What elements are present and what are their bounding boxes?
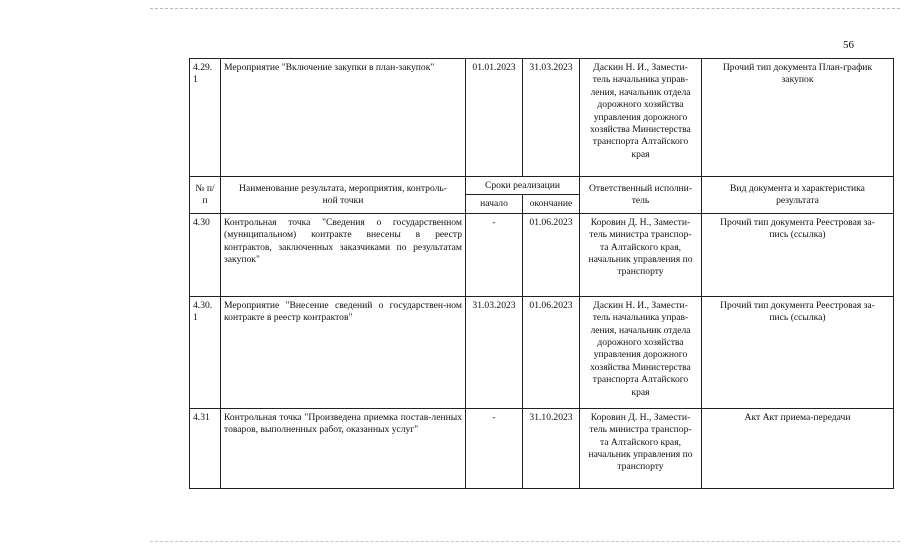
- header-responsible: Ответственный исполни- тель: [580, 177, 702, 214]
- row-start-date: -: [466, 408, 523, 488]
- header-end: окончание: [523, 195, 580, 213]
- row-number: 4.31: [190, 408, 221, 488]
- header-start: начало: [466, 195, 523, 213]
- table-row: [190, 296, 894, 408]
- implementation-plan-table: [189, 58, 894, 489]
- row-name: Контрольная точка "Сведения о государственном (муниципальном) контракте внесены в реестр контрактов, заключенных заказчиками по результатам закупок": [221, 213, 466, 296]
- row-number: 4.29. 1: [190, 59, 221, 177]
- table-row: [190, 213, 894, 296]
- row-document-type: Прочий тип документа Реестровая за- пись (ссылка): [702, 213, 894, 296]
- scan-edge-bottom: [150, 541, 900, 543]
- row-document-type: Прочий тип документа План-график закупок: [702, 59, 894, 177]
- row-responsible: Даскин Н. И., Замести- тель начальника управ- ления, начальник отдела дорожного хозяйства управления дорожного хозяйства Министерства транспорта Алтайского края: [580, 296, 702, 408]
- row-document-type: Акт Акт приема-передачи: [702, 408, 894, 488]
- row-name: Контрольная точка "Произведена приемка постав-ленных товаров, выполненных работ, оказанных услуг": [221, 408, 466, 488]
- header-document-type: Вид документа и характеристика результата: [702, 177, 894, 214]
- row-responsible: Даскин Н. И., Замести- тель начальника управ- ления, начальник отдела дорожного хозяйства управления дорожного хозяйства Министерства транспорта Алтайского края: [580, 59, 702, 177]
- row-end-date: 31.03.2023: [523, 59, 580, 177]
- row-start-date: -: [466, 213, 523, 296]
- row-start-date: 01.01.2023: [466, 59, 523, 177]
- row-responsible: Коровин Д. Н., Замести- тель министра транспор- та Алтайского края, начальник управления по транспорту: [580, 213, 702, 296]
- row-number: 4.30. 1: [190, 296, 221, 408]
- row-end-date: 01.06.2023: [523, 296, 580, 408]
- header-terms: Сроки реализации: [466, 177, 580, 195]
- row-number: 4.30: [190, 213, 221, 296]
- page-number: 56: [843, 39, 854, 51]
- table-row: [190, 408, 894, 488]
- table-row: [190, 59, 894, 177]
- row-end-date: 01.06.2023: [523, 213, 580, 296]
- row-responsible: Коровин Д. Н., Замести- тель министра транспор- та Алтайского края, начальник управления по транспорту: [580, 408, 702, 488]
- header-name: Наименование результата, мероприятия, контроль- ной точки: [221, 177, 466, 214]
- row-end-date: 31.10.2023: [523, 408, 580, 488]
- table-header-row: [190, 177, 894, 195]
- scan-edge-top: [150, 8, 900, 10]
- row-start-date: 31.03.2023: [466, 296, 523, 408]
- row-name: Мероприятие "Включение закупки в план-закупок": [221, 59, 466, 177]
- row-name: Мероприятие "Внесение сведений о государствен-ном контракте в реестр контрактов": [221, 296, 466, 408]
- header-number: № п/п: [190, 177, 221, 214]
- row-document-type: Прочий тип документа Реестровая за- пись (ссылка): [702, 296, 894, 408]
